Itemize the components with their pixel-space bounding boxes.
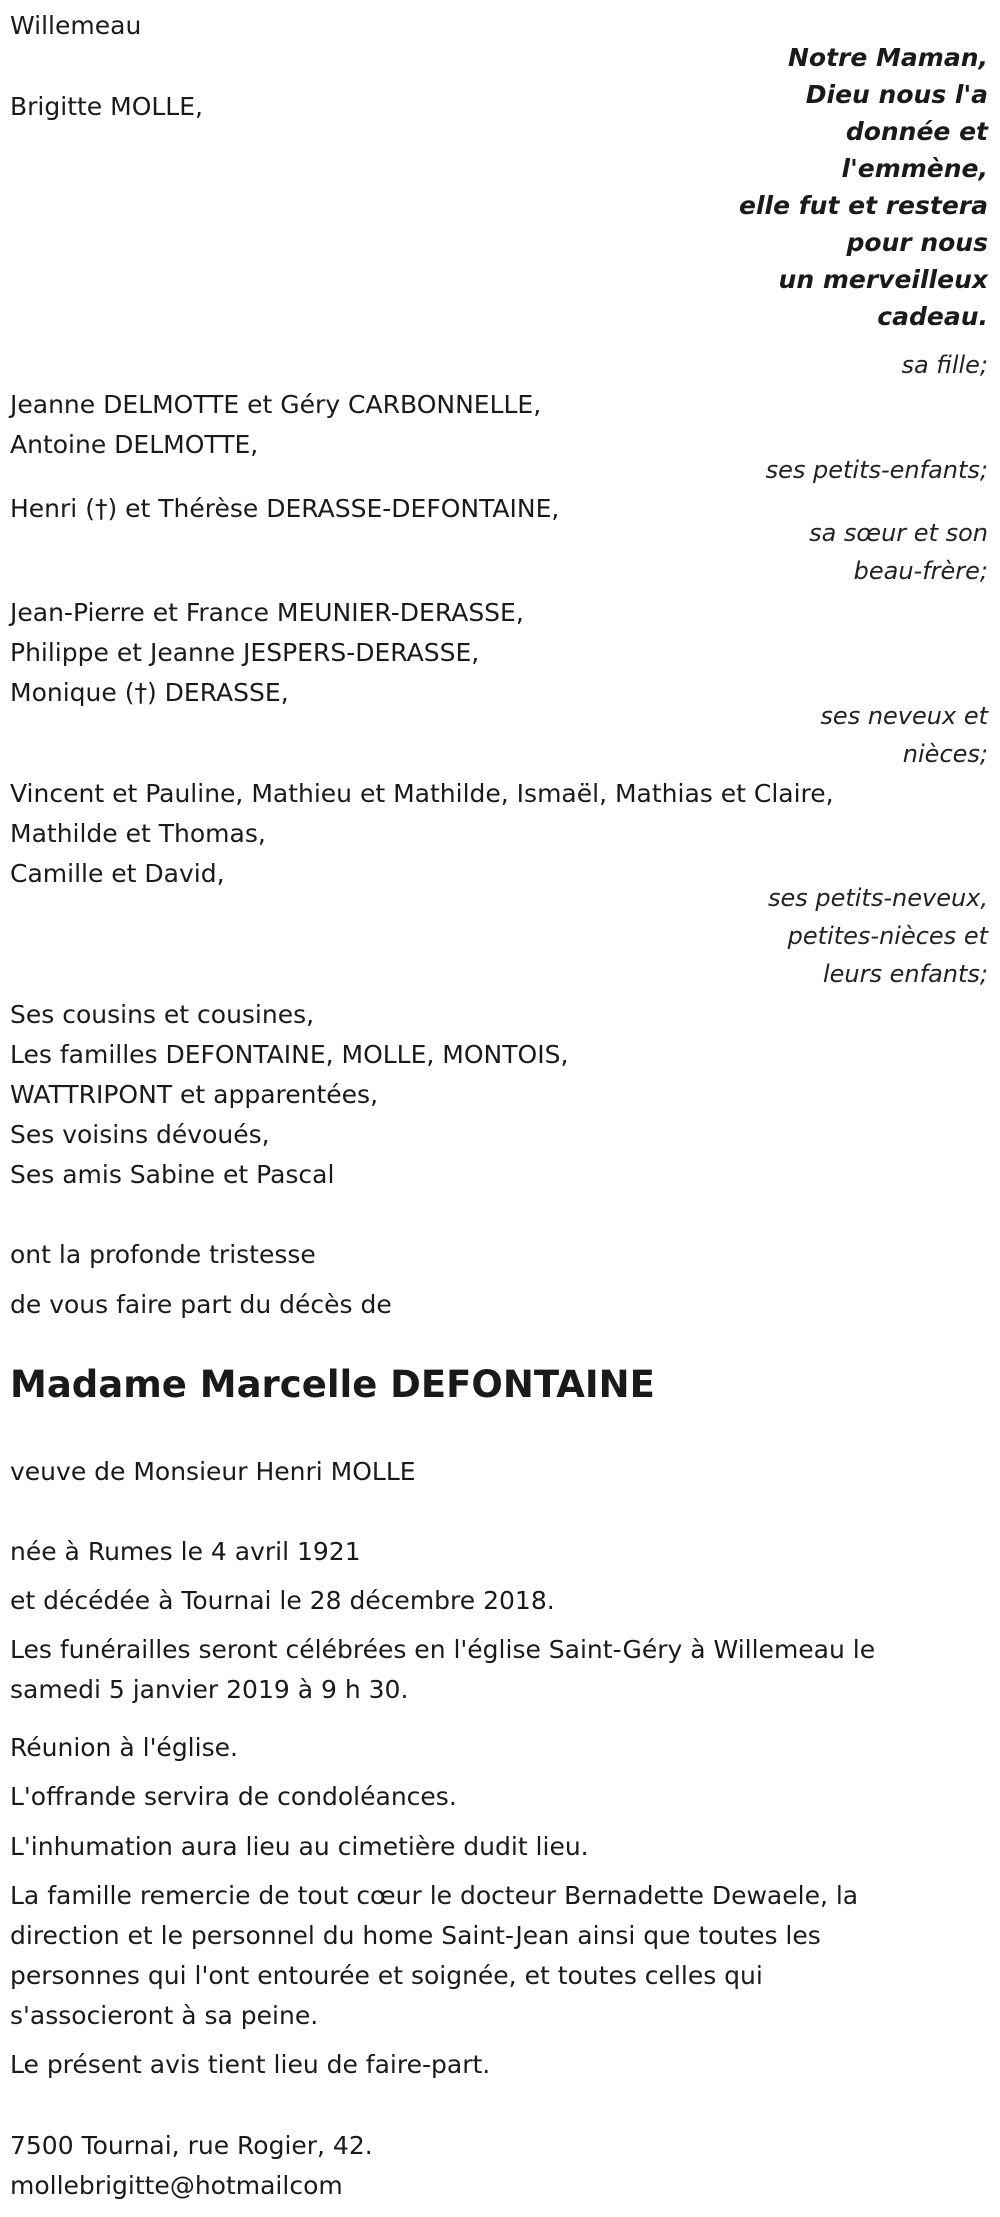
address-text: 7500 Tournai, rue Rogier, 42. [10,2131,373,2160]
relation-grandnephews: leurs enfants; [823,960,988,988]
thanks-text: La famille remercie de tout cœur le docteur Bernadette Dewaele, la direction et le personnel du home Saint-Jean ainsi que toutes les personnes qui l'ont entourée et soignée, et toutes celles qui s'associeront à sa peine. [10,1881,859,2030]
grandchild-line: Antoine DELMOTTE, [10,430,259,459]
poem-line: Dieu nous l'a [805,80,988,109]
poem-line: donnée et [845,117,988,146]
others-line: Les familles DEFONTAINE, MOLLE, MONTOIS, [10,1040,569,1069]
grandchild-line: Jeanne DELMOTTE et Géry CARBONNELLE, [10,390,542,419]
nephew-line: Monique (†) DERASSE, [10,678,289,707]
others-line: Ses amis Sabine et Pascal [10,1160,335,1189]
burial-text: L'inhumation aura lieu au cimetière dudit lieu. [10,1832,589,1861]
deceased-name: Madame Marcelle DEFONTAINE [10,1363,655,1406]
nephew-line: Philippe et Jeanne JESPERS-DERASSE, [10,638,480,667]
email-text: mollebrigitte@hotmailcom [10,2171,343,2200]
birth-text: née à Rumes le 4 avril 1921 [10,1537,361,1566]
grandnephew-line: Camille et David, [10,859,225,888]
relation-grandnephews: ses petits-neveux, [767,884,988,912]
poem-line: un merveilleux [778,265,988,294]
relation-grandchildren: ses petits-enfants; [765,456,988,484]
meeting-text: Réunion à l'église. [10,1733,238,1762]
others-line: Ses cousins et cousines, [10,1000,315,1029]
grandnephew-line: Mathilde et Thomas, [10,819,266,848]
offering-text: L'offrande servira de condoléances. [10,1782,457,1811]
poem-line: cadeau. [877,302,988,331]
widow-text: veuve de Monsieur Henri MOLLE [10,1457,416,1486]
others-line: Ses voisins dévoués, [10,1120,270,1149]
relation-daughter: sa fille; [901,351,988,379]
notice-text: Le présent avis tient lieu de faire-part. [10,2050,491,2079]
poem-line: elle fut et restera [739,191,988,220]
poem-line: pour nous [846,228,988,257]
grandnephew-line: Vincent et Pauline, Mathieu et Mathilde, Ismaël, Mathias et Claire, [10,779,834,808]
relation-nephews: nièces; [902,740,988,768]
funeral-text: Les funérailles seront célébrées en l'église Saint-Géry à Willemeau le samedi 5 janvier 2019 à 9 h 30. [10,1635,876,1704]
announce-line: de vous faire part du décès de [10,1290,392,1319]
poem-line: Notre Maman, [788,43,988,72]
relation-grandnephews: petites-nièces et [787,922,988,950]
poem-line: l'emmène, [841,154,988,183]
place-text: Willemeau [10,11,142,40]
death-text: et décédée à Tournai le 28 décembre 2018. [10,1586,555,1615]
nephew-line: Jean-Pierre et France MEUNIER-DERASSE, [10,598,524,627]
relation-nephews: ses neveux et [820,702,988,730]
relation-sister: sa sœur et son [809,519,988,547]
sibling-line: Henri (†) et Thérèse DERASSE-DEFONTAINE, [10,494,560,523]
relation-sister: beau-frère; [853,557,988,585]
author-name: Brigitte MOLLE, [10,92,203,121]
others-line: WATTRIPONT et apparentées, [10,1080,379,1109]
announce-line: ont la profonde tristesse [10,1240,316,1269]
